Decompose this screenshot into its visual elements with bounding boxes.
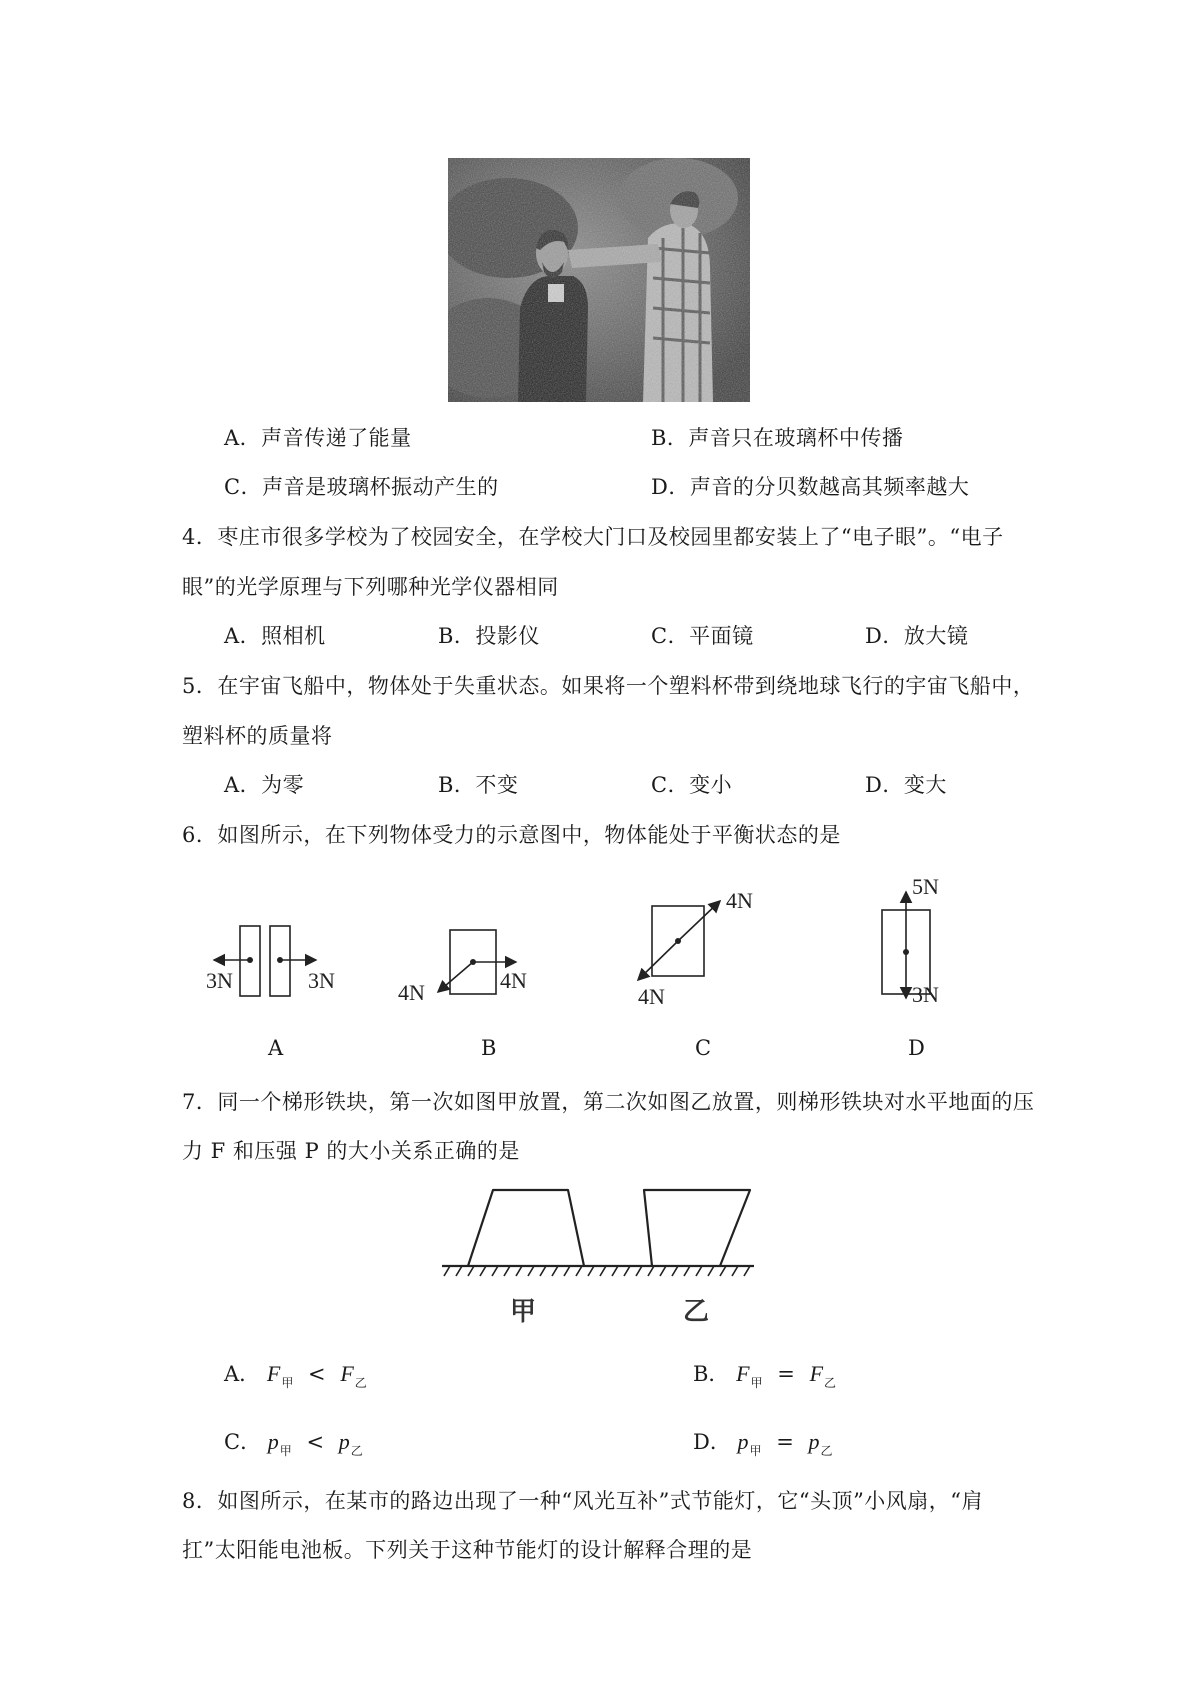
q7-stem-line1: 7．同一个梯形铁块，第一次如图甲放置，第二次如图乙放置，则梯形铁块对水平地面的压 <box>182 1090 1035 1114</box>
q7-trapezoid-figure <box>438 1180 758 1330</box>
q6-label-b[interactable]: B <box>481 1036 497 1060</box>
q7-d-sub1: 甲 <box>749 1444 762 1458</box>
q7-b-sym1: F <box>736 1361 750 1386</box>
q7-trapezoid-yi <box>644 1190 750 1266</box>
q6-d-force-bottom: 3N <box>912 982 939 1007</box>
q6-b-force-right: 4N <box>500 968 527 993</box>
q7-a-sym2: F <box>340 1361 354 1386</box>
q6-a-force-left: 3N <box>206 968 233 993</box>
q7-option-c-letter: C． <box>224 1430 262 1454</box>
q3-option-a[interactable]: A．声音传递了能量 <box>224 426 412 450</box>
q5-option-c[interactable]: C．变小 <box>651 773 733 797</box>
q8-stem-line2: 扛”太阳能电池板。下列关于这种节能灯的设计解释合理的是 <box>182 1538 753 1562</box>
q7-option-a-letter: A． <box>224 1362 261 1386</box>
q7-c-sym1: p <box>267 1429 279 1454</box>
q7-b-sym2: F <box>809 1361 824 1386</box>
q6-stem: 6．如图所示，在下列物体受力的示意图中，物体能处于平衡状态的是 <box>182 823 841 847</box>
q6-force-diagrams <box>200 868 960 1008</box>
q7-stem-line2: 力 F 和压强 P 的大小关系正确的是 <box>182 1139 520 1163</box>
q7-a-sym1: F <box>266 1361 281 1386</box>
q7-c-rel: < <box>306 1430 325 1454</box>
q7-d-sub2: 乙 <box>820 1444 833 1458</box>
q4-option-d[interactable]: D．放大镜 <box>865 624 969 648</box>
q4-stem-line1: 4．枣庄市很多学校为了校园安全，在学校大门口及校园里都安装上了“电子眼”。“电子 <box>182 525 1004 549</box>
q7-a-rel: < <box>308 1362 326 1386</box>
q7-d-sym2: p <box>808 1429 820 1454</box>
q3-option-d[interactable]: D．声音的分贝数越高其频率越大 <box>651 475 970 499</box>
q6-c-force-top: 4N <box>726 888 753 913</box>
q6-b-force-left: 4N <box>398 980 425 1005</box>
q5-stem-line1: 5．在宇宙飞船中，物体处于失重状态。如果将一个塑料杯带到绕地球飞行的宇宙飞船中， <box>182 674 1035 698</box>
q7-c-sub1: 甲 <box>279 1444 292 1458</box>
q7-b-sub1: 甲 <box>750 1376 763 1390</box>
q4-stem-line2: 眼”的光学原理与下列哪种光学仪器相同 <box>182 575 559 599</box>
q7-label-jia: 甲 <box>510 1297 537 1327</box>
q5-stem-line2: 塑料杯的质量将 <box>182 724 333 748</box>
q7-option-b-letter: B． <box>693 1362 730 1386</box>
q6-c-force-bottom: 4N <box>638 984 665 1008</box>
q7-c-sub2: 乙 <box>350 1444 363 1458</box>
q5-option-d[interactable]: D．变大 <box>865 773 947 797</box>
q7-a-sub1: 甲 <box>281 1376 294 1390</box>
q4-option-b[interactable]: B．投影仪 <box>438 624 540 648</box>
photo-people-glass-experiment <box>448 158 750 402</box>
q7-d-rel: = <box>776 1430 794 1454</box>
q7-label-yi: 乙 <box>683 1297 710 1327</box>
q7-c-sym2: p <box>338 1429 350 1454</box>
q7-option-b[interactable] <box>693 1358 836 1388</box>
q3-option-c[interactable]: C．声音是玻璃杯振动产生的 <box>224 475 499 499</box>
q7-b-sub2: 乙 <box>824 1376 837 1390</box>
q7-a-sub2: 乙 <box>354 1376 367 1390</box>
q7-d-sym1: p <box>737 1429 749 1454</box>
q5-option-a[interactable]: A．为零 <box>224 773 305 797</box>
q6-label-d[interactable]: D <box>908 1036 925 1060</box>
q4-option-c[interactable]: C．平面镜 <box>651 624 754 648</box>
q3-option-b[interactable]: B．声音只在玻璃杯中传播 <box>651 426 904 450</box>
q7-trapezoid-jia <box>468 1190 584 1266</box>
q7-b-rel: = <box>777 1362 795 1386</box>
q6-label-c[interactable]: C <box>695 1036 712 1060</box>
q6-a-force-right: 3N <box>308 968 335 993</box>
q7-option-c[interactable] <box>224 1426 363 1456</box>
q6-d-force-top: 5N <box>912 874 939 899</box>
q7-option-a[interactable] <box>224 1358 367 1388</box>
q5-option-b[interactable]: B．不变 <box>438 773 519 797</box>
q8-stem-line1: 8．如图所示，在某市的路边出现了一种“风光互补”式节能灯，它“头顶”小风扇，“肩 <box>182 1489 984 1513</box>
q7-option-d[interactable] <box>693 1426 833 1456</box>
q6-label-a[interactable]: A <box>268 1036 284 1060</box>
q7-option-d-letter: D． <box>693 1430 731 1454</box>
q4-option-a[interactable]: A．照相机 <box>224 624 326 648</box>
